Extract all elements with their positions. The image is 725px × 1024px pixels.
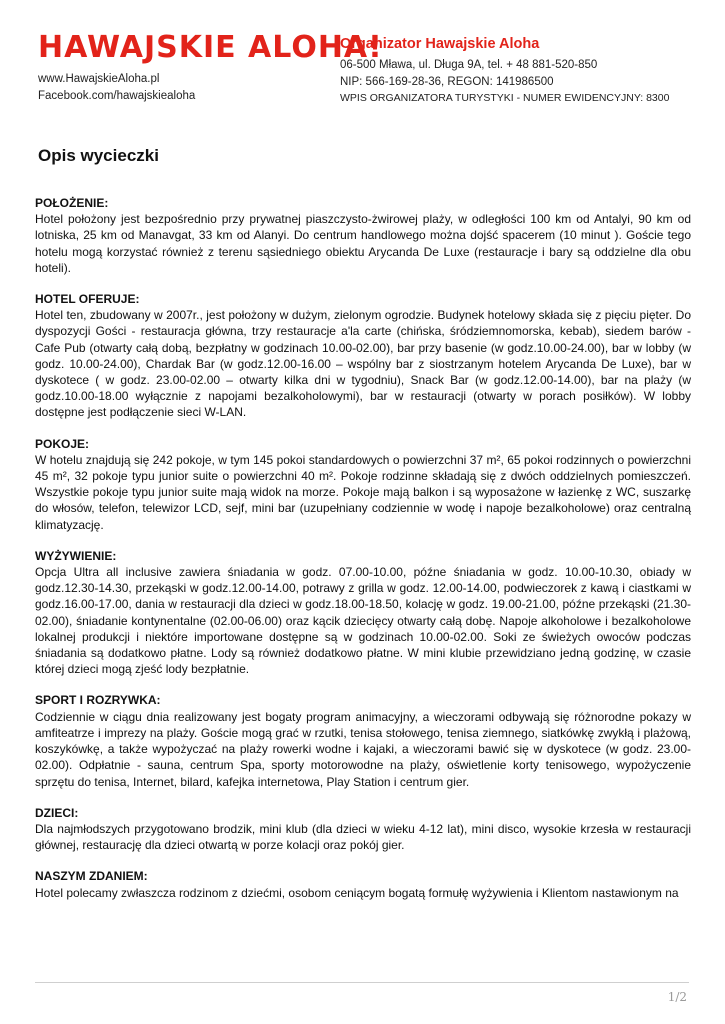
organizer-tax-ids: NIP: 566-169-28-36, REGON: 141986500 — [340, 75, 554, 88]
page-title: Opis wycieczki — [38, 146, 159, 165]
footer-divider — [35, 982, 689, 983]
section-heading: POŁOŻENIE: — [35, 196, 109, 210]
section-text: Hotel polecamy zwłaszcza rodzinom z dziećmi, osobom ceniącym bogatą formułę wyżywienia i Klientom nastawionym na — [35, 885, 679, 900]
section-text: Hotel położony jest bezpośrednio przy prywatnej piaszczysto-żwirowej plaży, w odległości 100 km od Antalyi, 90 km od lotniska, 25 km od Manavgat, 33 km od Alanyi. Do centrum handlowego można dojść spacerem (10 minut ). Goście tego hotelu mogą korzystać również z terenu sąsiedniego obiektu Arycanda De Luxe (restauracje i bary są oddzielne dla obu hoteli). — [35, 212, 691, 275]
section-text: W hotelu znajdują się 242 pokoje, w tym 145 pokoi standardowych o powierzchni 37 m², 65 pokoi rodzinnych o powierzchni 45 m², 32 pokoje typu junior suite o powierzchni 40 m². Pokoje rodzinne składają się z dwóch oddzielnych pomieszczeń. Wszystkie pokoje typu junior suite mają widok na morze. Pokoje mają balkon i są wyposażone w łazienkę z WC, suszarkę do włosów, telefon, telewizor LCD, sejf, mini bar (uzupełniany codziennie w wodę i napoje bezalkoholowe) oraz centralną klimatyzację. — [35, 452, 691, 532]
description-content — [35, 195, 691, 916]
section-text: Hotel ten, zbudowany w 2007r., jest położony w dużym, zielonym ogrodzie. Budynek hotelowy składa się z pięciu pięter. Do dyspozycji Gości - restauracja główna, trzy restauracje a'la carte (chińska, śródziemnomorska, kebab), siedem barów - Cafe Pub (otwarty całą dobą, bezpłatny w godzinach 10.00-02.00), bar przy basenie (w godz.10.00-24.00), bar w lobby (w godz. 10.00-24.00), Chardak Bar (w godz.12.00-16.00 – wspólny bar z siostrzanym hotelem Arycanda De Luxe), bar w dyskotece ( w godz. 23.00-02.00 – otwarty kilka dni w tygodniu), Snack Bar (w godz.12.00-14.00), bar na plaży (w godz.10.00-18.00 wyłącznie z napojami bezalkoholowymi), bar w restauracji (otwarty w porach posiłków). W lobby dostępne jest podłączenie sieci W-LAN. — [35, 308, 691, 420]
organizer-info — [340, 36, 669, 107]
organizer-title: Organizator Hawajskie Aloha — [340, 36, 540, 52]
brand-logo: HAWAJSKIE ALOHA! — [38, 30, 383, 65]
organizer-address: 06-500 Mława, ul. Długa 9A, tel. + 48 881-520-850 — [340, 59, 598, 71]
section-children — [35, 805, 691, 854]
section-rooms — [35, 436, 691, 533]
section-heading: NASZYM ZDANIEM: — [35, 869, 148, 884]
section-text: Opcja Ultra all inclusive zawiera śniadania w godz. 07.00-10.00, późne śniadania w godz. 10.00-10.30, obiady w godz.12.30-14.30, przekąski w godz.12.00-14.00, potrawy z grilla w godz. 12.00-14.00, podwieczorek z kawą i ciastkami w godz.16.00-17.00, dania w restauracji dla dzieci w godz.18.00-18.50, kolację w godz. 19.00-21.00, późne przekąski (21.30-02.00), śniadanie kontynentalne (02.00-06.00) oraz kącik dziecięcy otwarty całą dobę. Napoje alkoholowe i bezalkoholowe lokalnej produkcji i niektóre importowane dostępne są w godzinach 10.00-02.00. Soki ze świeżych owoców podczas śniadania są dodatkowo płatne. Lody są również dodatkowo płatne. W mini klubie przewidziano jedną godzinę, w czasie której dzieci mogą zjeść lody bezpłatnie. — [35, 565, 691, 677]
header-links — [38, 71, 195, 105]
section-heading: POKOJE: — [35, 436, 90, 451]
facebook-link[interactable]: Facebook.com/hawajskiealoha — [38, 90, 196, 102]
section-heading: DZIECI: — [35, 805, 79, 820]
section-sport-entertainment — [35, 692, 691, 789]
section-text: Codziennie w ciągu dnia realizowany jest bogaty program animacyjny, a wieczorami odbywają się różnorodne pokazy w amfiteatrze i imprezy na plaży. Goście mogą grać w rzutki, tenisa stołowego, tenisa ziemnego, siatkówkę zwykłą i plażową, koszykówkę, a także wypożyczać na plaży rowerki wodne i kajaki, a wieczorami bawić się w dyskotece (w godz. 23.00-02.00). Odpłatnie - sauna, centrum Spa, sporty motorowodne na plaży, oświetlenie korty tenisowego, wypożyczenie sprzętu do tenisa, Internet, bilard, kafejka internetowa, Play Station i centrum gier. — [35, 709, 691, 789]
section-heading: SPORT I ROZRYWKA: — [35, 693, 161, 708]
section-location — [35, 195, 691, 276]
section-meals — [35, 548, 691, 678]
page-number: 1/2 — [667, 990, 687, 1004]
website-link[interactable]: www.HawajskieAloha.pl — [38, 73, 160, 85]
section-hotel-offers — [35, 291, 691, 421]
section-our-opinion — [35, 868, 691, 900]
section-text: Dla najmłodszych przygotowano brodzik, mini klub (dla dzieci w wieku 4-12 lat), mini disco, wysokie krzesła w restauracji głównej, restaurację dla dzieci otwartą w porze kolacji oraz pokój gier. — [35, 821, 691, 853]
section-heading: HOTEL OFERUJE: — [35, 292, 140, 307]
organizer-registry: WPIS ORGANIZATORA TURYSTYKI - NUMER EWIDENCYJNY: 8300 — [340, 92, 670, 104]
section-heading: WYŻYWIENIE: — [35, 548, 117, 563]
